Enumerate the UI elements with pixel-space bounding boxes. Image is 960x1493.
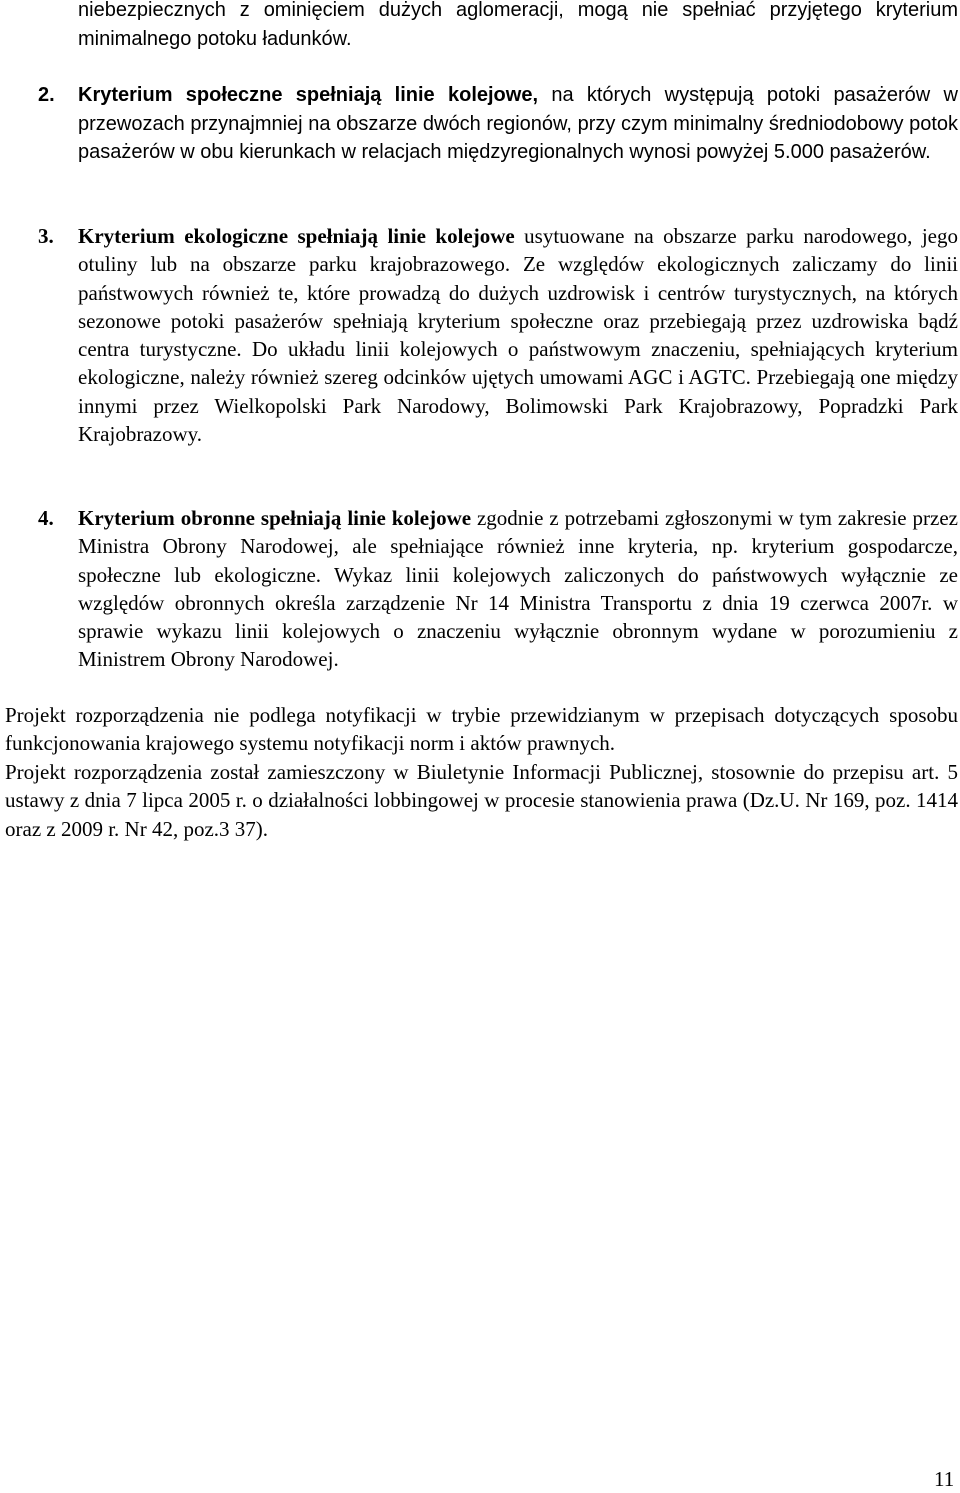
item-lead: Kryterium społeczne spełniają linie kolejowe, bbox=[78, 84, 539, 106]
item-body bbox=[78, 504, 958, 674]
item-body bbox=[78, 81, 958, 167]
item-body bbox=[78, 222, 958, 448]
item-lead: Kryterium obronne spełniają linie kolejowe bbox=[78, 506, 472, 530]
intro-paragraph: niebezpiecznych z ominięciem dużych aglomeracji, mogą nie spełniać przyjętego kryterium minimalnego potoku ładunków. bbox=[78, 0, 958, 50]
notification-paragraph: Projekt rozporządzenia nie podlega notyfikacji w trybie przewidzianym w przepisach dotyczących sposobu funkcjonowania krajowego systemu notyfikacji norm i aktów prawnych. bbox=[5, 703, 958, 756]
item-text: zgodnie z potrzebami zgłoszonymi w tym zakresie przez Ministra Obrony Narodowej, ale spełniające również inne kryteria, np. kryterium gospodarcze, społeczne lub ekologiczne. Wykaz linii kolejowych zaliczonych do państwowych wyłącznie ze względów obronnych określa zarządzenie Nr 14 Ministra Transportu z dnia 19 czerwca 2007r. w sprawie wykazu linii kolejowych o znaczeniu wyłącznie obronnym wydane w porozumieniu z Ministrem Obrony Narodowej. bbox=[78, 506, 958, 672]
item-number: 2. bbox=[38, 84, 55, 106]
item-text: usytuowane na obszarze parku narodowego, jego otuliny lub na obszarze parku krajobrazowego. Ze względów ekologicznych zaliczamy do linii państwowych również te, które prowadzą do dużych uzdrowisk i centrów turystycznych, na których sezonowe potoki pasażerów spełniają kryterium społeczne oraz przebiegają przez uzdrowiska bądź centra turystyczne. Do układu linii kolejowych o państwowym znaczeniu, spełniających kryterium ekologiczne, należy również szereg odcinków ujętych umowami AGC i AGTC. Przebiegają one między innymi przez Wielkopolski Park Narodowy, Bolimowski Park Krajobrazowy, Popradzki Park Krajobrazowy. bbox=[78, 224, 958, 447]
item-text: na których występują potoki pasażerów w przewozach przynajmniej na obszarze dwóch regionów, przy czym minimalny średniodobowy potok pasażerów w obu kierunkach w relacjach międzyregionalnych wynosi powyżej 5.000 pasażerów. bbox=[78, 84, 958, 163]
item-lead: Kryterium ekologiczne spełniają linie kolejowe bbox=[78, 224, 515, 248]
item-number: 4. bbox=[38, 506, 54, 530]
publication-paragraph: Projekt rozporządzenia został zamieszczony w Biuletynie Informacji Publicznej, stosownie do przepisu art. 5 ustawy z dnia 7 lipca 2005 r. o działalności lobbingowej w procesie stanowienia prawa (Dz.U. Nr 169, poz. 1414 oraz z 2009 r. Nr 42, poz.3 37). bbox=[5, 760, 958, 841]
page-number: 11 bbox=[934, 1467, 955, 1491]
item-number: 3. bbox=[38, 224, 54, 248]
